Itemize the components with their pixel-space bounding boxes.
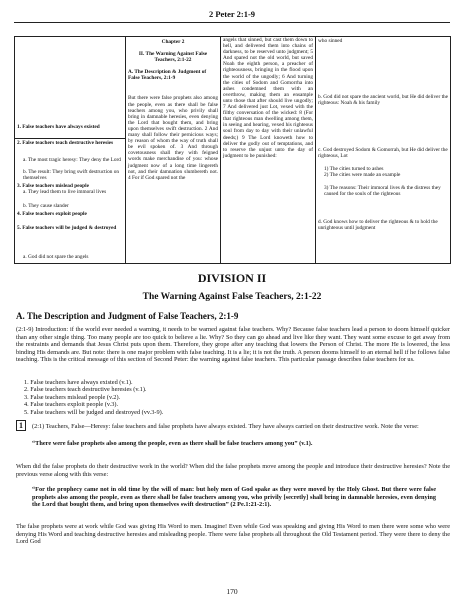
point-text: (2:1) Teachers, False—Heresy: false teachers and false prophets have always existed. They have always carried on their destructive work. Note the verse:: [32, 423, 419, 430]
outline-item: 3. False teachers mislead people: [17, 183, 89, 189]
paragraph: [16, 463, 450, 478]
list-item: 4. False teachers exploit people (v.3).: [24, 401, 119, 409]
scripture-column-2: [220, 37, 315, 263]
division-heading: II. The Warning Against False Teachers, 2:1-22: [138, 51, 208, 64]
list-item: 1. False teachers have always existed (v.1).: [24, 379, 133, 386]
paragraph: [16, 523, 450, 546]
list-item: 3. False teachers mislead people (v.2).: [24, 393, 121, 401]
outline-item: b. They cause slander: [23, 203, 69, 209]
note-item: who sinned: [318, 38, 343, 44]
paragraph-text: When did the false prophets do their destructive work in the world? When did the false prophets move among the people and introduce their destructive heresies? Note the previous verse along with this verse:: [16, 463, 450, 478]
chapter-title: Chapter 2: [161, 39, 185, 45]
division-subtitle: The Warning Against False Teachers, 2:1-22: [142, 292, 322, 302]
section-heading: A. The Description and Judgment of False Teachers, 2:1-9: [16, 311, 239, 321]
note-item: b. God did not spare the ancient world, but He did deliver the righteous: Noah & his family: [318, 94, 449, 107]
quote-block: “For the prophecy came not in old time by the will of man: but holy men of God spake as they were moved by the Holy Ghost. But there were false prophets also among the people, even as there shall be false teachers among you, who privily [secretly] shall bring in damnable heresies, even denying the Lord that bought them, and bring upon themselves swift destruction” (2 Pe.1:21-2:1).: [32, 486, 436, 509]
outline-item: 4. False teachers exploit people: [17, 211, 87, 217]
outline-item: 5. False teachers will be judged & destroyed: [17, 225, 117, 231]
subsection-heading: A. The Description & Judgment of False Teachers, 2:1-9: [128, 69, 207, 82]
point-1: [16, 420, 450, 431]
scripture-column-1: [125, 37, 220, 263]
outline-divider: [15, 138, 125, 139]
outline-item: a. They lead them to live immoral lives: [23, 189, 107, 195]
header-rule: [14, 22, 450, 23]
note-item: 1) The cities turned to ashes: [324, 166, 384, 172]
paragraph-text: The false prophets were at work while God was giving His Word to men. Imagine! Even while God was speaking and giving His Word to men there were some who were denying His Word and teaching destructive heresies and misleading people. There were false prophets all throughout the Old Testament period. They were there to deny the Lord God: [16, 523, 450, 546]
running-header: 2 Peter 2:1-9: [208, 9, 256, 19]
note-item: 2) The cities were made an example: [324, 172, 401, 178]
outline-grid: [14, 36, 451, 264]
quote-block: “There were false prophets also among the people, even as there shall be false teachers among you” (v.1).: [32, 440, 313, 447]
note-item: d. God knows how to deliver the righteous & to hold the unrighteous until judgment: [318, 219, 438, 232]
note-item: c. God destroyed Sodom & Gomorrah, but He did deliver the righteous, Lot: [318, 147, 448, 160]
list-item: 2. False teachers teach destructive heresies (v.1).: [24, 386, 147, 394]
scripture-text: But there were false prophets also among the people, even as there shall be false teachers among you, who privily shall bring in damnable heresies, even denying the Lord that bought them, and bring upon themselves swift destruction. 2 And many shall follow their pernicious ways; by reason of whom the way of truth shall be evil spoken of. 3 And through covetousness shall they with feigned words make merchandise of you: whose judgment now of a long time lingereth not, and their damnation slumbereth not. 4 For if God spared not the: [128, 95, 218, 181]
point-number-box: 1: [16, 420, 26, 431]
note-item: 3) The reasons: Their immoral lives & the distress they caused for the souls of the righteous: [324, 185, 441, 198]
page-number: 170: [226, 587, 238, 596]
outline-item: a. The most tragic heresy: They deny the Lord: [23, 157, 121, 163]
intro-text: (2:1-9) Introduction: if the world ever needed a warning, it needs to be warned against false teachers. Why? Because false teachers lead a person to doom himself quicker than any other single thing. Too many people are too quick to believe a lie. Why? So they can go ahead and live like they want. They want some excuse to get away from the restraints and demands that Jesus Christ puts upon them. Therefore, they grope after any teaching that lowers the Person of Christ. The more He is lowered, the less binding His demands are. But note: there is one major problem with false teaching. It is a lie; it is not the truth. A person dooms himself to an eternal hell if he follows false teaching. This is the critical message of this section of Second Peter: the warning against false teachers. This particular passage describes false teachers for us.: [16, 326, 450, 364]
outline-item: a. God did not spare the angels: [23, 254, 89, 260]
outline-item: 2. False teachers teach destructive heresies: [17, 140, 114, 146]
list-item: 5. False teachers will be judged and destroyed (vv.3-9).: [24, 408, 164, 416]
division-title: DIVISION II: [197, 271, 267, 285]
outline-column: [15, 37, 125, 263]
scripture-text: angels that sinned, but cast them down to hell, and delivered them into chains of darkness, to be reserved unto judgment; 5 And spared not the old world, but saved Noah the eighth person, a preacher of righteousness, bringing in the flood upon the world of the ungodly; 6 And turning the cities of Sodom and Gomorrha into ashes condemned them with an overthrow, making them an ensample unto those that after should live ungodly; 7 And delivered just Lot, vexed with the filthy conversation of the wicked: 8 (For that righteous man dwelling among them, in seeing and hearing, vexed his righteous soul from day to day with their unlawful deeds;) 9 The Lord knoweth how to deliver the godly out of temptations, and to reserve the unjust unto the day of judgment to be punished:: [223, 37, 313, 159]
outline-item: 1. False teachers have always existed: [17, 124, 100, 130]
notes-column: [315, 37, 450, 263]
outline-item: b. The result: They bring swift destruction on themselves: [23, 169, 120, 181]
point-list: [24, 379, 163, 416]
intro-paragraph: [16, 326, 450, 364]
